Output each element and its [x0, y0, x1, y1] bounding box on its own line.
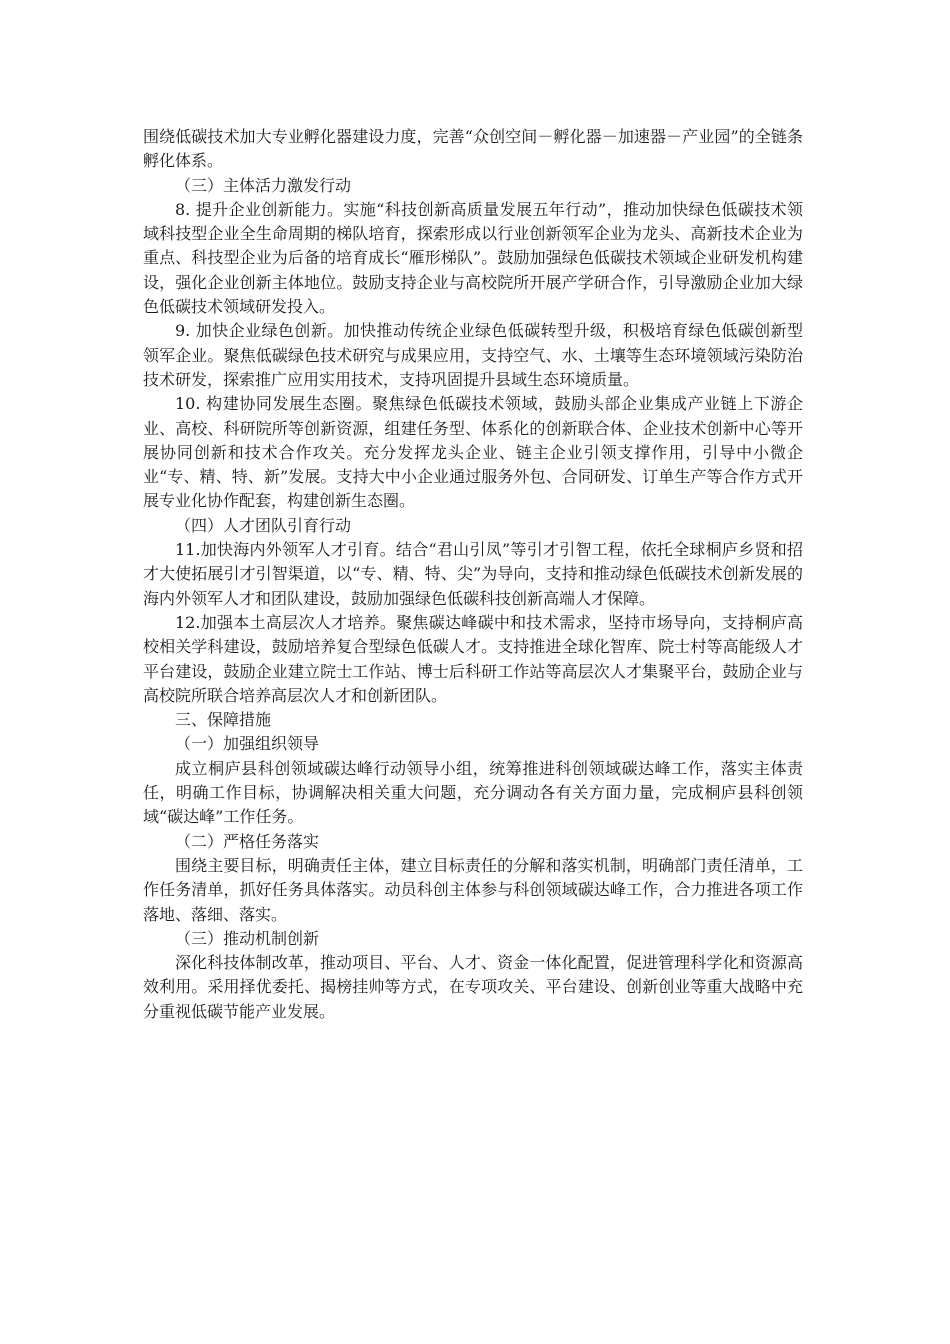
- paragraph-system-reform: 深化科技体制改革，推动项目、平台、人才、资金一体化配置，促进管理科学化和资源高效利用。采用择优委托、揭榜挂帅等方式，在专项攻关、平台建设、创新创业等重大战略中充分重视低碳节能产业发展。: [143, 953, 803, 1021]
- paragraph-responsibility: 围绕主要目标，明确责任主体，建立目标责任的分解和落实机制，明确部门责任清单，工作任务清单，抓好任务具体落实。动员科创主体参与科创领域碳达峰工作，合力推进各项工作落地、落细、落实。: [143, 855, 803, 924]
- paragraph-leadership-group: 成立桐庐县科创领域碳达峰行动领导小组，统筹推进科创领域碳达峰工作，落实主体责任，明确工作目标，协调解决相关重大问题，充分调动各有关方面力量，完成桐庐县科创领域“碳达峰”工作任务。: [143, 758, 803, 827]
- section-heading-safeguards: 三、保障措施: [175, 710, 272, 730]
- heading-talent-team: （四）人才团队引育行动: [175, 515, 352, 535]
- paragraph-item-11: 11.加快海内外领军人才引育。结合“君山引凤”等引才引智工程，依托全球桐庐乡贤和招才大使拓展引才引智渠道，以“专、精、特、尖”为导向，支持和推动绿色低碳技术创新发展的海内外领军人才和团队建设，鼓励加强绿色低碳科技创新高端人才保障。: [143, 540, 803, 608]
- paragraph-item-8: 8. 提升企业创新能力。实施“科技创新高质量发展五年行动”，推动加快绿色低碳技术领域科技型企业全生命周期的梯队培育，探索形成以行业创新领军企业为龙头、高新技术企业为重点、科技型企业为后备的培育成长“雁形梯队”。鼓励加强绿色低碳技术领域企业研发机构建设，强化企业创新主体地位。鼓励支持企业与高校院所开展产学研合作，引导激励企业加大绿色低碳技术领域研发投入。: [143, 199, 803, 317]
- heading-organization-leadership: （一）加强组织领导: [175, 734, 320, 754]
- document-body: [143, 125, 803, 1024]
- paragraph-item-9: 9. 加快企业绿色创新。加快推动传统企业绿色低碳转型升级，积极培育绿色低碳创新型领军企业。聚焦低碳绿色技术研究与成果应用，支持空气、水、土壤等生态环境领域污染防治技术研发，探索推广应用实用技术，支持巩固提升县域生态环境质量。: [143, 321, 803, 389]
- heading-entity-vitality: （三）主体活力激发行动: [175, 175, 352, 195]
- heading-task-implementation: （二）严格任务落实: [175, 831, 320, 851]
- paragraph-item-12: 12.加强本土高层次人才培养。聚焦碳达峰碳中和技术需求，坚持市场导向，支持桐庐高校相关学科建设，鼓励培养复合型绿色低碳人才。支持推进全球化智库、院士村等高能级人才平台建设，鼓励企业建立院士工作站、博士后科研工作站等高层次人才集聚平台，鼓励企业与高校院所联合培养高层次人才和创新团队。: [143, 612, 803, 705]
- paragraph-item-10: 10. 构建协同发展生态圈。聚焦绿色低碳技术领域，鼓励头部企业集成产业链上下游企业、高校、科研院所等创新资源，组建任务型、体系化的创新联合体、企业技术创新中心等开展协同创新和技术合作攻关。充分发挥龙头企业、链主企业引领支撑作用，引导中小微企业“专、精、特、新”发展。支持大中小企业通过服务外包、合同研发、订单生产等合作方式开展专业化协作配套，构建创新生态圈。: [143, 394, 803, 511]
- heading-mechanism-innovation: （三）推动机制创新: [175, 928, 320, 948]
- paragraph-incubation-system: 围绕低碳技术加大专业孵化器建设力度，完善“众创空间－孵化器－加速器－产业园”的全链条孵化体系。: [143, 127, 803, 171]
